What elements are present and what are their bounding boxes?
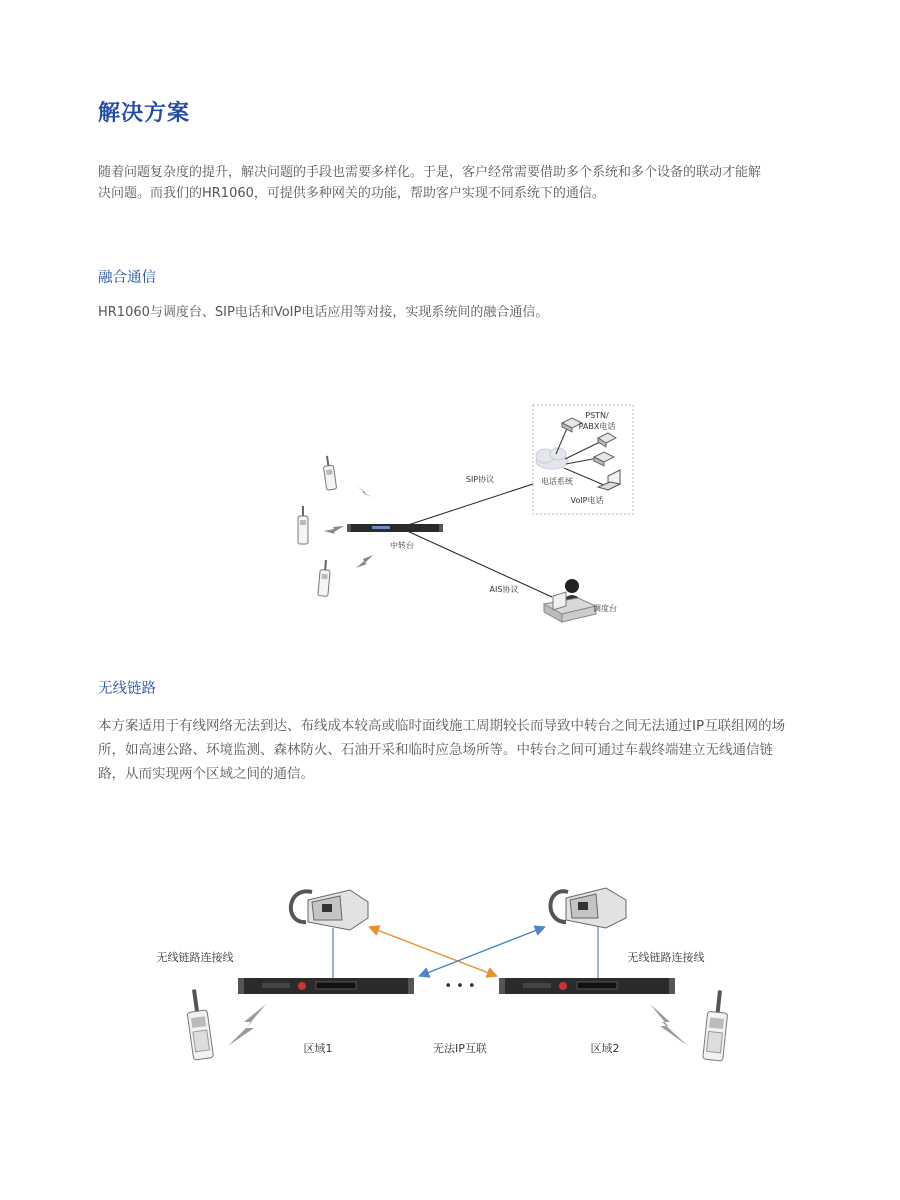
ais-label: AIS协议 <box>489 585 519 594</box>
radio-icon-middle <box>298 506 308 544</box>
wireless-text-line-2: 所，如高速公路、环境监测、森林防火、石油开采和临时应急场所等。中转台之间可通过车载终端建立无线通信链 <box>98 742 773 758</box>
link-label-left: 无线链路连接线 <box>156 951 234 964</box>
pstn-phone-icon-2 <box>598 433 616 447</box>
vehicle-terminal-icon-right <box>550 888 626 928</box>
voip-label: VoIP电话 <box>570 496 604 505</box>
link-label-right: 无线链路连接线 <box>627 951 705 964</box>
sip-label: SIP协议 <box>465 475 495 484</box>
signal-icon-middle <box>324 526 344 534</box>
radio-icon-bottom <box>318 560 331 597</box>
phone-system-label: 电话系统 <box>541 477 573 486</box>
section-text-convergence: HR1060与调度台、SIP电话和VoIP电话应用等对接，实现系统间的融合通信。 <box>98 305 549 320</box>
vehicle-terminal-icon-left <box>291 890 368 930</box>
laptop-icon <box>598 470 620 490</box>
signal-icon-bottom <box>356 555 373 568</box>
dispatch-label: 调度台 <box>593 604 617 613</box>
section-text-wireless <box>98 714 834 786</box>
orange-link-arrow <box>372 928 494 975</box>
handheld-radio-icon-left <box>184 988 214 1060</box>
wireless-link-diagram <box>0 878 900 1078</box>
intro-paragraph <box>98 162 818 204</box>
repeater-label: 中转台 <box>390 541 414 550</box>
repeater-icon-right <box>499 978 675 994</box>
intro-line-2: 决问题。而我们的HR1060，可提供多种网关的功能，帮助客户实现不同系统下的通信。 <box>98 186 605 201</box>
sip-link-line <box>405 484 533 526</box>
cloud-icon <box>536 448 568 469</box>
page-title: 解决方案 <box>98 101 191 126</box>
signal-icon-left <box>228 1004 266 1046</box>
blue-link-arrow <box>422 928 542 975</box>
convergence-diagram <box>0 400 900 640</box>
repeater-icon <box>347 524 443 532</box>
no-ip-label: 无法IP互联 <box>433 1042 487 1055</box>
ellipsis-dots: • • • <box>444 979 476 994</box>
zone-1-label: 区域1 <box>303 1042 333 1055</box>
wireless-text-line-1: 本方案适用于有线网络无法到达、布线成本较高或临时面线施工周期较长而导致中转台之间无法通过IP互联组网的场 <box>98 718 786 734</box>
pstn-label-2: PABX电话 <box>578 422 616 431</box>
section-heading-wireless: 无线链路 <box>98 681 156 697</box>
zone-2-label: 区域2 <box>590 1042 620 1055</box>
handheld-radio-icon-right <box>703 989 730 1061</box>
section-heading-convergence: 融合通信 <box>98 270 156 286</box>
pstn-label-1: PSTN/ <box>585 411 609 420</box>
pstn-phone-icon-3 <box>594 452 614 466</box>
ais-link-line <box>405 530 552 597</box>
wireless-text-line-3: 路，从而实现两个区域之间的通信。 <box>98 766 314 782</box>
dispatch-console-icon <box>544 579 596 622</box>
radio-icon-top <box>322 455 337 490</box>
intro-line-1: 随着问题复杂度的提升，解决问题的手段也需要多样化。于是，客户经常需要借助多个系统和多个设备的联动才能解 <box>98 165 762 180</box>
signal-icon-top <box>356 486 372 497</box>
repeater-icon-left <box>238 978 414 994</box>
signal-icon-right <box>650 1004 688 1046</box>
